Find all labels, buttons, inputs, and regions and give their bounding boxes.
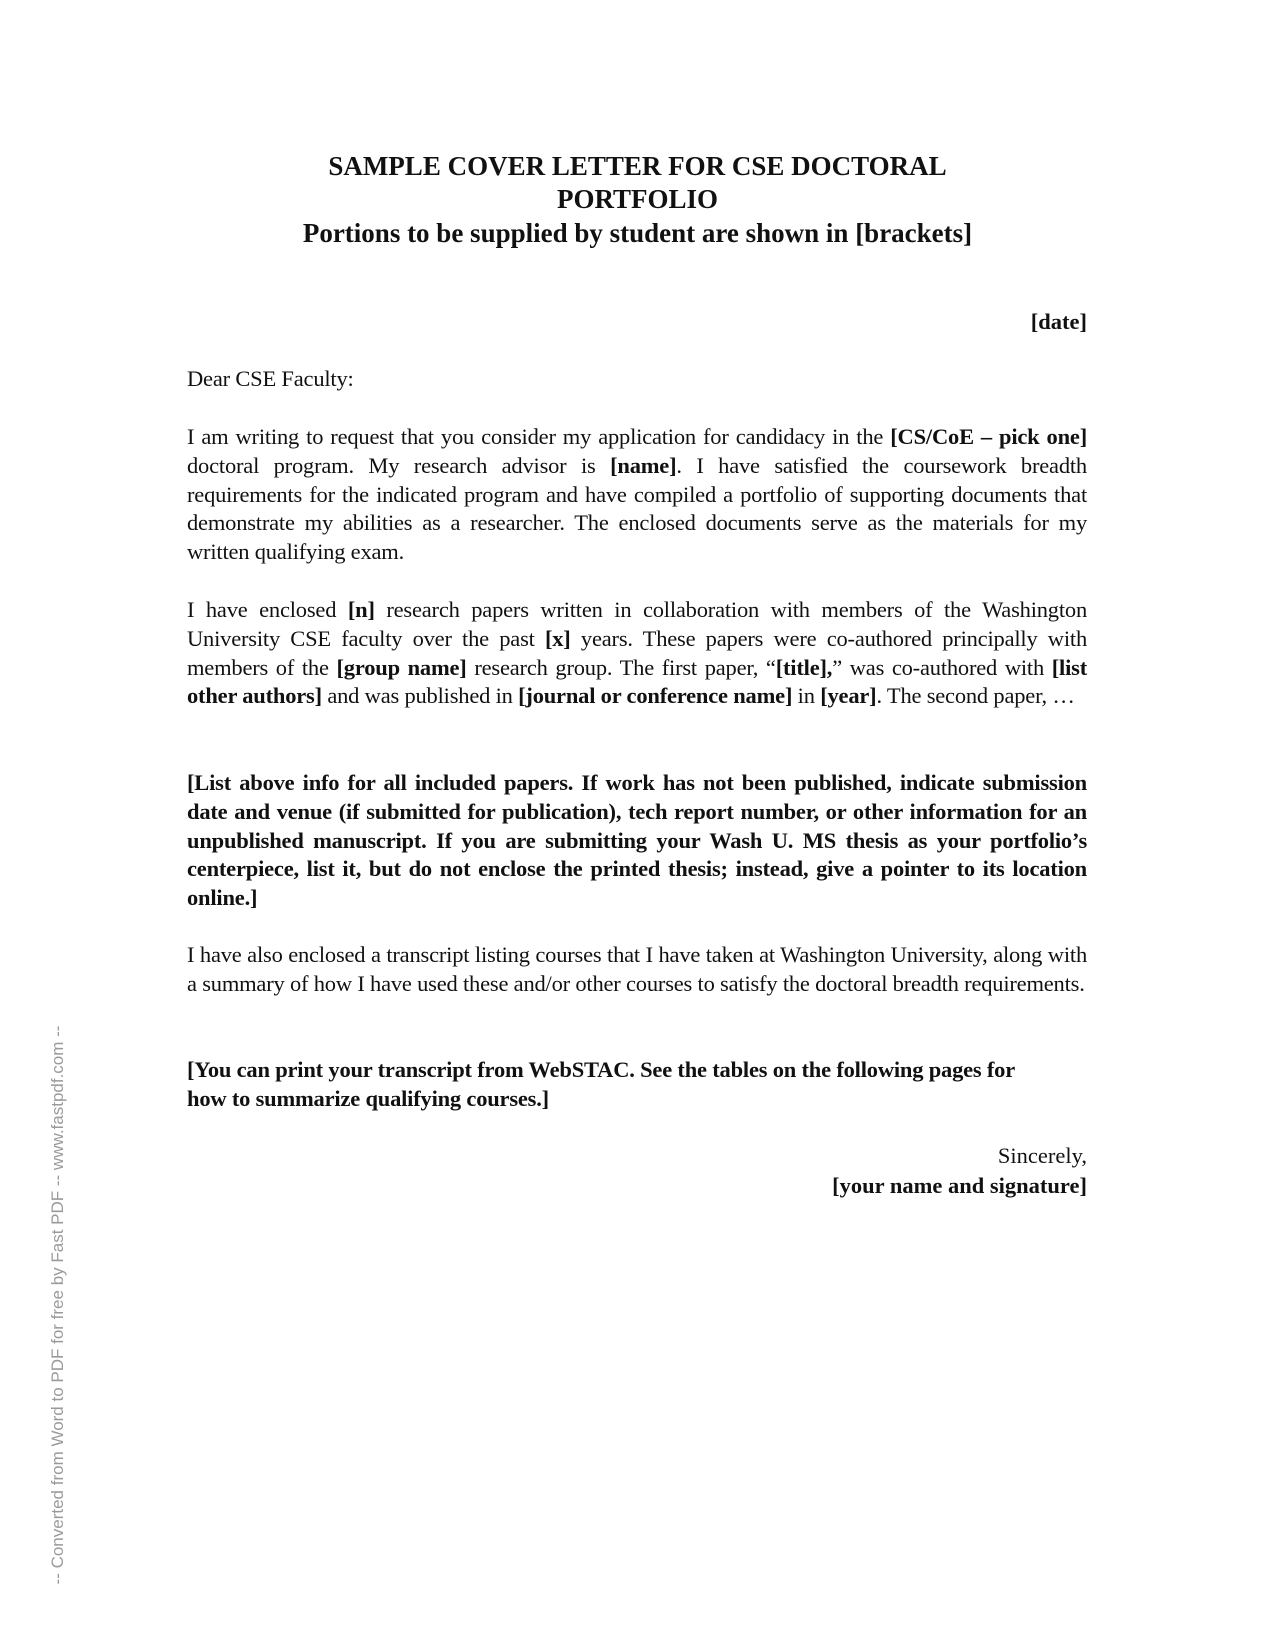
paragraph-instructions	[187, 769, 1087, 913]
converter-watermark: -- Converted from Word to PDF for free by Fast PDF -- www.fastpdf.com --	[48, 1025, 67, 1585]
placeholder-text: [x]	[544, 625, 571, 651]
salutation: Dear CSE Faculty:	[187, 366, 354, 391]
placeholder-text: [You can print your transcript from WebSTAC. See the tables on the following pages for how to summarize qualifying courses.]	[187, 1057, 1015, 1111]
body-text: research group. The first paper, “	[466, 654, 776, 680]
placeholder-text: [List above info for all included papers. If work has not been published, indicate submission date and venue (if submitted for publication), tech report number, or other information for an unpublished manuscript. If you are submitting your Wash U. MS thesis as your portfolio’s centerpiece, list it, but do not enclose the printed thesis; instead, give a pointer to its location online.]	[187, 770, 1087, 911]
body-text: research papers written in collaboration with members of the Washington University CSE faculty over the past	[187, 597, 1088, 651]
placeholder-text: [journal or conference name]	[518, 683, 793, 709]
paragraph-transcript	[187, 941, 1087, 999]
body-text: I am writing to request that you consider my application for candidacy in the	[187, 424, 891, 449]
closing: Sincerely,	[997, 1143, 1087, 1168]
document-title: SAMPLE COVER LETTER FOR CSE DOCTORAL	[328, 151, 947, 181]
placeholder-text: [title],	[775, 654, 833, 680]
body-text: doctoral program. My research advisor is	[187, 452, 611, 478]
placeholder-text: [name]	[610, 452, 677, 478]
placeholder-text: [list other authors]	[187, 654, 1087, 709]
placeholder-text: [CS/CoE – pick one]	[890, 424, 1087, 449]
body-text: years. These papers were co-authored principally with members of the	[187, 625, 1087, 680]
body-text: I have enclosed	[187, 597, 348, 622]
body-text: in	[792, 683, 821, 709]
body-text: . I have satisfied the coursework breadth requirements for the indicated program and have compiled a portfolio of supporting documents that demonstrate my abilities as a researcher. The enclosed documents serve as the materials for my written qualifying exam.	[187, 452, 1087, 565]
document-title-continued: PORTFOLIO	[556, 184, 719, 214]
placeholder-text: [n]	[347, 597, 375, 622]
paragraph-papers	[187, 596, 1087, 711]
document-subtitle: Portions to be supplied by student are shown in [brackets]	[302, 218, 973, 248]
paragraph-application	[187, 423, 1087, 567]
signature: [your name and signature]	[832, 1173, 1087, 1198]
placeholder-text: [group name]	[336, 654, 467, 680]
body-text: ” was co-authored with	[832, 654, 1052, 680]
body-text: and was published in	[321, 683, 519, 709]
body-text: I have also enclosed a transcript listing courses that I have taken at Washington University, along with a summary of how I have used these and/or other courses to satisfy the doctoral breadth requirements.	[187, 942, 1087, 996]
letter-date: [date]	[1030, 309, 1087, 334]
body-text: . The second paper, …	[876, 683, 1075, 709]
placeholder-text: [year]	[820, 683, 877, 709]
paragraph-transcript-note	[187, 1056, 1047, 1114]
